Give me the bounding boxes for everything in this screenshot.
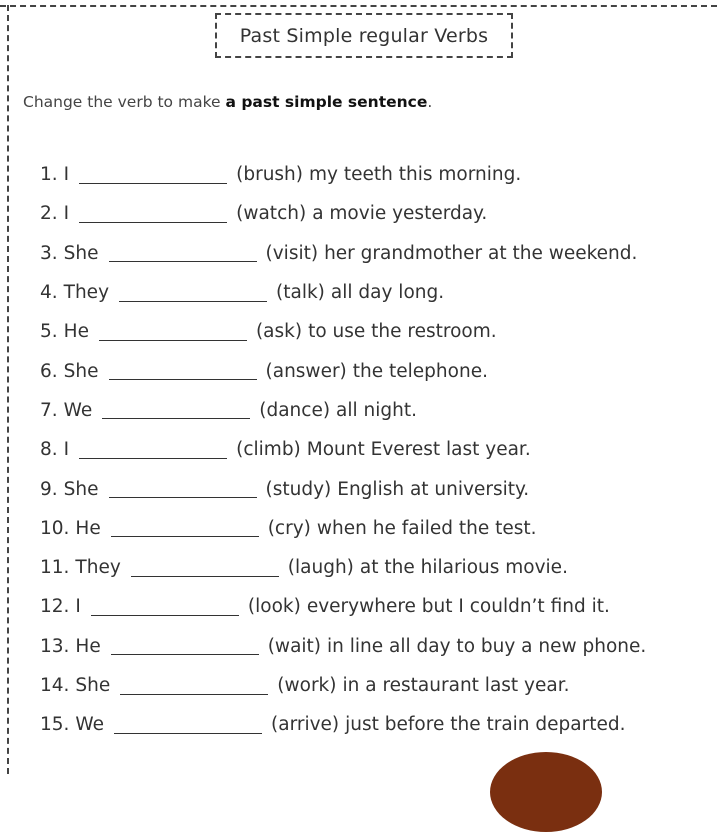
- exercise-list: [40, 155, 646, 744]
- item-rest: Mount Everest last year.: [306, 439, 531, 461]
- page-border-left: [7, 5, 9, 774]
- answer-blank[interactable]: [131, 575, 279, 577]
- answer-blank[interactable]: [79, 182, 227, 184]
- item-rest: everywhere but I couldn’t find it.: [306, 596, 610, 618]
- instruction-text: Change the verb to make: [23, 93, 226, 111]
- exercise-item: [40, 666, 646, 705]
- item-verb: (talk): [276, 282, 325, 304]
- item-rest: English at university.: [337, 478, 530, 500]
- item-rest: the telephone.: [352, 360, 488, 382]
- item-subject: She: [75, 675, 111, 696]
- instruction-end: .: [427, 93, 433, 111]
- item-verb: (cry): [267, 517, 311, 539]
- answer-blank[interactable]: [114, 732, 262, 734]
- item-rest: to use the restroom.: [308, 321, 497, 343]
- item-number: 11.: [40, 557, 70, 579]
- item-subject: I: [75, 596, 81, 618]
- exercise-item: [40, 509, 646, 548]
- item-number: 7.: [40, 399, 58, 421]
- exercise-item: [40, 705, 646, 744]
- item-number: 8.: [40, 439, 58, 461]
- item-rest: my teeth this morning.: [309, 164, 522, 186]
- item-subject: We: [63, 399, 93, 421]
- item-number: 1.: [40, 164, 58, 186]
- item-verb: (ask): [255, 321, 303, 343]
- exercise-item: [40, 351, 646, 390]
- item-subject: He: [63, 321, 89, 343]
- item-subject: I: [63, 203, 70, 225]
- answer-blank[interactable]: [79, 221, 227, 223]
- item-verb: (work): [277, 675, 337, 696]
- item-number: 9.: [40, 478, 58, 500]
- item-subject: They: [63, 282, 110, 304]
- exercise-item: [40, 273, 646, 312]
- item-number: 15.: [40, 714, 70, 736]
- exercise-item: [40, 548, 646, 587]
- item-number: 2.: [40, 203, 58, 225]
- item-rest: her grandmother at the weekend.: [324, 242, 638, 264]
- item-verb: (wait): [267, 635, 322, 657]
- item-number: 3.: [40, 242, 58, 264]
- item-number: 10.: [40, 517, 70, 539]
- exercise-item: [40, 391, 646, 430]
- item-subject: He: [75, 517, 101, 539]
- exercise-item: [40, 194, 646, 233]
- item-number: 14.: [40, 675, 70, 696]
- item-subject: I: [63, 439, 70, 461]
- item-verb: (arrive): [271, 714, 340, 736]
- item-rest: all day long.: [330, 282, 445, 304]
- item-rest: in line all day to buy a new phone.: [327, 635, 647, 657]
- page-title: Past Simple regular Verbs: [239, 24, 489, 47]
- answer-blank[interactable]: [109, 378, 257, 380]
- exercise-item: [40, 587, 646, 626]
- item-subject: We: [75, 714, 105, 736]
- instruction-emphasis: a past simple sentence: [225, 93, 428, 111]
- decorative-image: [490, 752, 602, 832]
- item-verb: (answer): [265, 360, 347, 382]
- exercise-item: [40, 430, 646, 469]
- item-number: 5.: [40, 321, 58, 343]
- title-box: [215, 13, 513, 58]
- item-rest: at the hilarious movie.: [359, 557, 568, 579]
- exercise-item: [40, 469, 646, 508]
- exercise-item: [40, 627, 646, 666]
- item-number: 13.: [40, 635, 70, 657]
- item-subject: I: [63, 164, 70, 186]
- answer-blank[interactable]: [99, 339, 247, 341]
- exercise-item: [40, 312, 646, 351]
- item-rest: all night.: [336, 399, 418, 421]
- item-verb: (study): [265, 478, 332, 500]
- item-rest: just before the train departed.: [345, 714, 626, 736]
- answer-blank[interactable]: [111, 653, 259, 655]
- answer-blank[interactable]: [120, 693, 268, 695]
- item-subject: She: [63, 360, 99, 382]
- exercise-item: [40, 155, 646, 194]
- item-verb: (visit): [265, 242, 319, 264]
- item-verb: (dance): [259, 399, 331, 421]
- item-rest: in a restaurant last year.: [342, 675, 570, 696]
- item-number: 4.: [40, 282, 58, 304]
- answer-blank[interactable]: [119, 300, 267, 302]
- item-number: 12.: [40, 596, 70, 618]
- item-subject: She: [63, 242, 99, 264]
- answer-blank[interactable]: [91, 614, 239, 616]
- item-verb: (climb): [236, 439, 301, 461]
- answer-blank[interactable]: [109, 260, 257, 262]
- item-subject: She: [63, 478, 99, 500]
- instruction: [23, 93, 432, 111]
- item-verb: (brush): [236, 164, 303, 186]
- item-number: 6.: [40, 360, 58, 382]
- exercise-item: [40, 234, 646, 273]
- answer-blank[interactable]: [109, 496, 257, 498]
- item-rest: a movie yesterday.: [312, 203, 488, 225]
- answer-blank[interactable]: [102, 417, 250, 419]
- item-verb: (laugh): [287, 557, 354, 579]
- item-verb: (watch): [236, 203, 307, 225]
- item-rest: when he failed the test.: [316, 517, 537, 539]
- item-subject: They: [75, 557, 121, 579]
- answer-blank[interactable]: [111, 535, 259, 537]
- item-verb: (look): [247, 596, 301, 618]
- answer-blank[interactable]: [79, 457, 227, 459]
- page-border-top: [0, 5, 717, 7]
- item-subject: He: [75, 635, 101, 657]
